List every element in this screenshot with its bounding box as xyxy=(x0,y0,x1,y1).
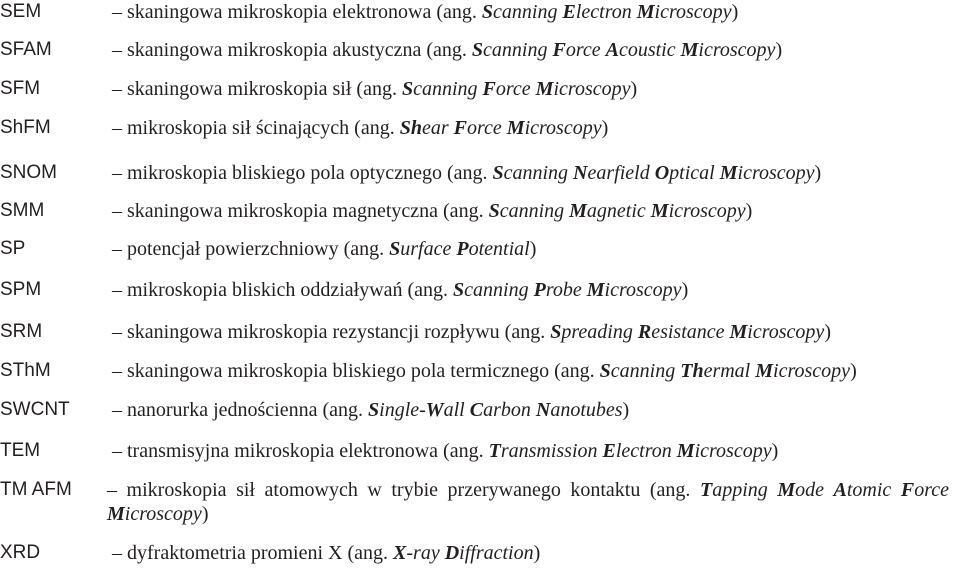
definition-english-term: canning xyxy=(413,78,483,100)
abbreviation: SFM xyxy=(0,78,41,99)
definition-english-term: S xyxy=(550,321,562,343)
definition-english-term: S xyxy=(488,200,500,222)
definition-english-term: tomic xyxy=(846,479,901,501)
definition-english-term: anotubes xyxy=(550,399,623,421)
definition-english-term: S xyxy=(389,238,401,260)
definition-english-term: canning xyxy=(483,39,553,61)
definition-english-term: A xyxy=(605,39,619,61)
definition-english-term: icroscopy xyxy=(604,279,682,301)
definition xyxy=(112,77,637,101)
definition-english-term: F xyxy=(900,479,915,501)
definition-text: ) xyxy=(775,39,783,61)
definition-english-term: A xyxy=(833,479,847,501)
definition-text: ) xyxy=(731,1,739,23)
definition-english-term: Th xyxy=(680,360,704,382)
definition-english-term: M xyxy=(636,1,655,23)
definition-english-term: E xyxy=(562,1,576,23)
abbreviation: SP xyxy=(0,238,26,259)
definition-english-term: M xyxy=(680,39,699,61)
definition-english-term: P xyxy=(456,238,469,260)
definition-english-term: M xyxy=(586,279,605,301)
definition-english-term: otential xyxy=(468,238,530,260)
definition-english-term: robe xyxy=(545,279,587,301)
definition-english-term: ermal xyxy=(703,360,756,382)
definition-english-term: T xyxy=(488,440,501,462)
definition-text: ) xyxy=(745,200,753,222)
definition-text: – nanorurka jednościenna (ang. xyxy=(112,399,369,421)
definition-english-term: F xyxy=(453,117,467,139)
definition-english-term: icroscopy xyxy=(524,117,602,139)
definition-english-term: ingle- xyxy=(379,399,426,421)
definition-english-term: M xyxy=(777,479,796,501)
definition-text: ) xyxy=(533,542,541,564)
definition-text: – mikroskopia sił atomowych w trybie przerywanego kontaktu (ang. xyxy=(107,479,700,501)
definition-english-term: N xyxy=(573,162,588,184)
definition-text: – skaningowa mikroskopia rezystancji rozpływu (ang. xyxy=(112,321,551,343)
definition xyxy=(112,541,540,565)
definition-text: ) xyxy=(630,78,638,100)
definition-english-term: all xyxy=(443,399,470,421)
definition-english-term: orce xyxy=(565,39,606,61)
definition-text: ) xyxy=(622,399,630,421)
definition-text: ) xyxy=(681,279,689,301)
definition-english-term: M xyxy=(506,117,525,139)
definition-english-term: icroscopy xyxy=(747,321,825,343)
definition-text: – transmisyjna mikroskopia elektronowa (ang. xyxy=(112,440,489,462)
definition-english-term: S xyxy=(599,360,611,382)
definition-english-term: S xyxy=(481,1,494,23)
definition-english-term: arbon xyxy=(483,399,536,421)
abbreviation: TEM xyxy=(0,440,41,461)
definition-english-term: earfield xyxy=(587,162,655,184)
definition xyxy=(112,116,608,140)
definition-english-term: orce xyxy=(495,78,536,100)
definition-english-term: E xyxy=(602,440,616,462)
definition-english-term: D xyxy=(444,542,460,564)
definition-english-term: S xyxy=(492,162,504,184)
definition-english-term: esistance xyxy=(651,321,730,343)
abbreviation: ShFM xyxy=(0,117,51,138)
definition-text: ) xyxy=(529,238,537,260)
definition-english-term: S xyxy=(471,39,484,61)
definition xyxy=(112,278,688,302)
definition-english-term: W xyxy=(425,399,444,421)
definition-english-term: N xyxy=(535,399,551,421)
definition-english-term: lectron xyxy=(615,440,677,462)
definition xyxy=(112,398,629,422)
definition-english-term: ransmission xyxy=(500,440,603,462)
definition-english-term: preading xyxy=(561,321,638,343)
definition-text: ) xyxy=(824,321,831,343)
abbreviation: SNOM xyxy=(0,162,57,183)
abbreviation: TM AFM xyxy=(0,479,72,500)
definition-english-term: M xyxy=(676,440,695,462)
definition-english-term: iffraction xyxy=(459,542,534,564)
definition-english-term: M xyxy=(719,162,738,184)
abbreviation: XRD xyxy=(0,542,41,563)
definition-text: – potencjał powierzchniowy (ang. xyxy=(112,238,390,260)
definition-english-term: orce xyxy=(914,479,949,501)
definition-english-term: P xyxy=(533,279,546,301)
definition-text: – mikroskopia sił ścinających (ang. xyxy=(112,117,400,139)
definition-text: – skaningowa mikroskopia sił (ang. xyxy=(112,78,402,100)
definition-text: ) xyxy=(601,117,609,139)
abbreviation: SMM xyxy=(0,200,45,221)
definition-english-term: urface xyxy=(400,238,457,260)
definition-text: ) xyxy=(771,440,779,462)
definition-english-term: apping xyxy=(712,479,778,501)
definition xyxy=(112,161,821,185)
definition-english-term: -ray xyxy=(406,542,445,564)
definition xyxy=(112,199,752,223)
definition xyxy=(112,0,738,24)
definition xyxy=(112,359,857,383)
definition-english-term: F xyxy=(482,78,496,100)
definition-text: – mikroskopia bliskich oddziaływań (ang. xyxy=(112,279,454,301)
definition xyxy=(112,237,536,261)
definition-english-term: C xyxy=(469,399,484,421)
definition xyxy=(112,439,778,463)
definition xyxy=(107,478,949,526)
abbreviation: SRM xyxy=(0,321,43,342)
definition-english-term: canning xyxy=(493,1,563,23)
abbreviation: SPM xyxy=(0,279,42,300)
definition-english-term: S xyxy=(401,78,414,100)
definition-english-term: icroscopy xyxy=(773,360,851,382)
definition-english-term: agnetic xyxy=(586,200,651,222)
definition-english-term: M xyxy=(650,200,669,222)
definition-english-term: icroscopy xyxy=(124,503,202,525)
definition-english-term: orce xyxy=(466,117,507,139)
definition xyxy=(112,320,831,344)
definition-text: – skaningowa mikroskopia akustyczna (ang. xyxy=(112,39,472,61)
definition-english-term: F xyxy=(552,39,566,61)
definition-text: – skaningowa mikroskopia magnetyczna (ang. xyxy=(112,200,489,222)
definition-english-term: S xyxy=(368,399,380,421)
definition-text: – skaningowa mikroskopia bliskiego pola termicznego (ang. xyxy=(112,360,600,382)
definition-english-term: canning xyxy=(499,200,570,222)
definition-english-term: M xyxy=(755,360,774,382)
definition-text: ) xyxy=(201,503,209,525)
definition-text: – skaningowa mikroskopia elektronowa (ang. xyxy=(112,1,482,23)
definition-english-term: M xyxy=(569,200,587,222)
definition xyxy=(112,38,782,62)
definition-english-term: icroscopy xyxy=(737,162,815,184)
definition-english-term: M xyxy=(535,78,554,100)
definition-text: ) xyxy=(850,360,857,382)
definition-english-term: R xyxy=(637,321,652,343)
definition-english-term: S xyxy=(453,279,465,301)
definition-english-term: ode xyxy=(795,479,834,501)
definition-english-term: canning xyxy=(610,360,681,382)
definition-english-term: canning xyxy=(464,279,534,301)
abbreviation: SWCNT xyxy=(0,399,70,420)
abbreviation: SThM xyxy=(0,360,51,381)
definition-english-term: O xyxy=(654,162,670,184)
definition-english-term: icroscopy xyxy=(668,200,746,222)
definition-text: ) xyxy=(814,162,822,184)
definition-english-term: coustic xyxy=(618,39,681,61)
definition-english-term: icroscopy xyxy=(698,39,776,61)
abbreviation: SFAM xyxy=(0,39,52,60)
definition-english-term: T xyxy=(699,479,713,501)
definition-english-term: X xyxy=(393,542,407,564)
definition-english-term: icroscopy xyxy=(553,78,631,100)
definition-english-term: canning xyxy=(503,162,574,184)
definition-english-term: icroscopy xyxy=(654,1,732,23)
abbreviation: SEM xyxy=(0,1,42,22)
definition-english-term: M xyxy=(107,503,125,525)
definition-english-term: M xyxy=(729,321,748,343)
definition-text: – mikroskopia bliskiego pola optycznego (ang. xyxy=(112,162,493,184)
definition-english-term: ear xyxy=(421,117,454,139)
definition-english-term: lectron xyxy=(575,1,637,23)
definition-text: – dyfraktometria promieni X (ang. xyxy=(112,542,394,564)
definition-english-term: icroscopy xyxy=(694,440,772,462)
definition-english-term: ptical xyxy=(669,162,720,184)
definition-english-term: Sh xyxy=(399,117,422,139)
